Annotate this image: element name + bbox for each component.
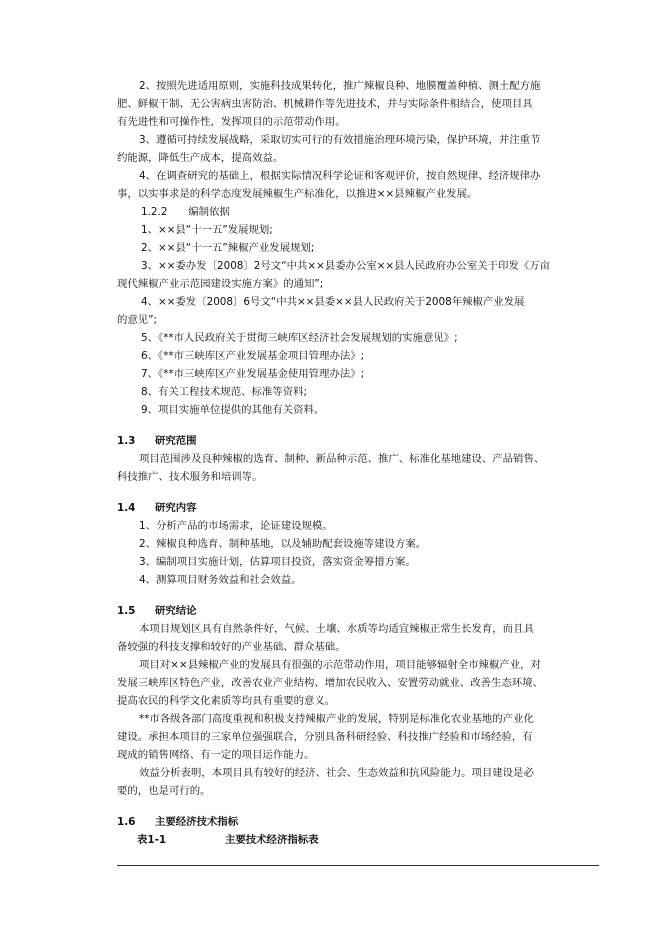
scope-line-2: 科技推广、技术服务和培训等。 — [117, 471, 263, 483]
principle-2-line-1: 2、按照先进适用原则，实施科技成果转化，推广辣椒良种、地膜覆盖种植、测土配方施 — [139, 80, 541, 92]
section-title: 研究结论 — [155, 605, 197, 617]
basis-item: 8、有关工程技术规范、标准等资料; — [141, 386, 307, 398]
section-number: 1.5 — [117, 605, 136, 617]
content-item: 3、编制项目实施计划，估算项目投资，落实资金筹措方案。 — [139, 556, 416, 568]
table-id: 表1-1 — [137, 834, 167, 846]
conclusion-p4-line-2: 要的，也是可行的。 — [117, 785, 211, 797]
principle-2-line-3: 有先进性和可操作性，发挥项目的示范带动作用。 — [117, 116, 346, 128]
section-title: 研究范围 — [155, 435, 197, 447]
conclusion-p2-line-2: 发展三峡库区特色产业，改善农业产业结构、增加农民收入、安置劳动就业、改善生态环境、 — [117, 677, 544, 689]
basis-item: 2、××县“十一五”辣椒产业发展规划; — [141, 242, 315, 254]
section-number: 1.4 — [117, 502, 136, 514]
scope-line-1: 项目范围涉及良种辣椒的选育、制种、新品种示范、推广、标准化基地建设、产品销售、 — [139, 453, 545, 465]
section-heading-conclusion — [117, 604, 595, 618]
conclusion-p3-line-1: **市各级各部门高度重视和积极支持辣椒产业的发展，特别是标准化农业基地的产业化 — [139, 713, 534, 725]
section-heading-scope — [117, 434, 595, 448]
basis-item: 3、××委办发〔2008〕2号文“中共××县委办公室××县人民政府办公室关于印发《万亩 — [141, 260, 551, 272]
conclusion-p3-line-3: 现成的销售网络、有一定的项目运作能力。 — [117, 749, 315, 761]
conclusion-p4-line-1: 效益分析表明，本项目具有较好的经济、社会、生态效益和抗风险能力。项目建设是必 — [139, 767, 534, 779]
basis-item: 6、《**市三峡库区产业发展基金项目管理办法》; — [141, 350, 365, 362]
conclusion-p1-line-2: 备较强的科技支撑和较好的产业基础、群众基础。 — [117, 641, 346, 653]
section-heading-content — [117, 501, 595, 515]
content-item: 1、分析产品的市场需求，论证建设规模。 — [139, 520, 333, 532]
conclusion-p1-line-1: 本项目规划区具有自然条件好，气候、土壤、水质等均适宜辣椒正常生长发育，而且具 — [139, 623, 534, 635]
principle-4-line-1: 4、在调查研究的基础上，根据实际情况科学论证和客观评价，按自然规律、经济规律办 — [139, 170, 541, 182]
section-heading-indicators — [117, 815, 595, 829]
principle-3-line-1: 3、遵循可持续发展战略，采取切实可行的有效措施治理环境污染，保护环境，并注重节 — [139, 134, 541, 146]
principle-4-line-2: 事，以实事求是的科学态度发展辣椒生产标准化，以推进××县辣椒产业发展。 — [117, 188, 478, 200]
section-number: 1.3 — [117, 435, 136, 447]
principle-2-line-2: 肥、鲜椒干制、无公害病虫害防治、机械耕作等先进技术，并与实际条件相结合，使项目具 — [117, 98, 533, 110]
conclusion-p2-line-3: 提高农民的科学文化素质等均具有重要的意义。 — [117, 695, 336, 707]
basis-item: 现代辣椒产业示范园建设实施方案》的通知”; — [117, 278, 324, 290]
section-number: 1.6 — [117, 816, 136, 828]
basis-item: 的意见”; — [117, 314, 158, 326]
principle-3-line-2: 约能源，降低生产成本，提高效益。 — [117, 152, 284, 164]
section-title: 主要经济技术指标 — [155, 816, 239, 828]
basis-item: 1、××县“十一五”发展规划; — [141, 224, 273, 236]
footer-divider — [117, 865, 599, 866]
content-item: 2、辣椒良种选育、制种基地，以及辅助配套设施等建设方案。 — [139, 538, 427, 550]
basis-item: 5、《**市人民政府关于贯彻三峡库区经济社会发展规划的实施意见》; — [141, 332, 458, 344]
basis-item: 9、项目实施单位提供的其他有关资料。 — [141, 404, 325, 416]
table-title: 主要技术经济指标表 — [225, 834, 319, 846]
conclusion-p2-line-1: 项目对××县辣椒产业的发展具有很强的示范带动作用，项目能够辐射全市辣椒产业，对 — [139, 659, 541, 671]
section-title: 研究内容 — [155, 502, 197, 514]
basis-item: 7、《**市三峡库区产业发展基金使用管理办法》; — [141, 368, 365, 380]
table-caption — [137, 833, 615, 847]
content-item: 4、测算项目财务效益和社会效益。 — [139, 574, 302, 586]
conclusion-p3-line-2: 建设。承担本项目的三家单位强强联合，分别具备科研经验、科技推广经验和市场经验，有 — [117, 731, 533, 743]
basis-heading: 1.2.2 编制依据 — [141, 206, 230, 218]
basis-item: 4、××委发〔2008〕6号文“中共××县委××县人民政府关于2008年辣椒产业发展 — [141, 296, 525, 308]
